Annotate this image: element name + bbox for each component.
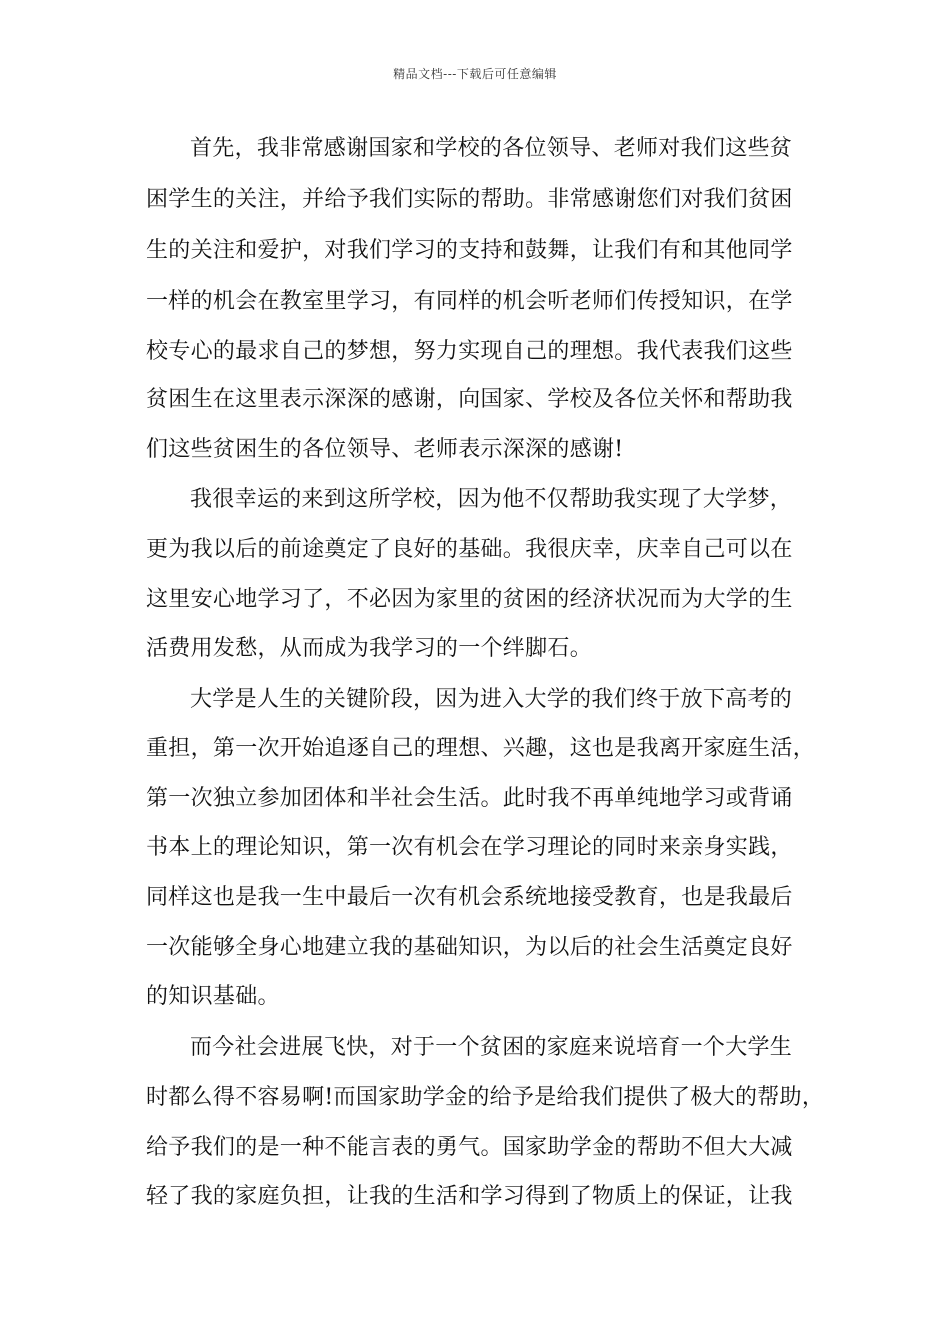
- paragraph-3-line-3: 第一次独立参加团体和半社会生活。此时我不再单纯地学习或背诵: [146, 786, 793, 811]
- paragraph-2-line-2: 更为我以后的前途奠定了良好的基础。我很庆幸，庆幸自己可以在: [146, 537, 793, 562]
- paragraph-2-line-3: 这里安心地学习了，不必因为家里的贫困的经济状况而为大学的生: [146, 587, 793, 612]
- paragraph-1-line-3: 生的关注和爱护，对我们学习的支持和鼓舞，让我们有和其他同学: [146, 238, 793, 263]
- paragraph-4-line-3: 给予我们的是一种不能言表的勇气。国家助学金的帮助不但大大减: [146, 1135, 793, 1160]
- paragraph-1-line-5: 校专心的最求自己的梦想，努力实现自己的理想。我代表我们这些: [146, 339, 793, 364]
- paragraph-1-line-1: 首先，我非常感谢国家和学校的各位领导、老师对我们这些贫: [190, 136, 793, 161]
- paragraph-3-line-5: 同样这也是我一生中最后一次有机会系统地接受教育，也是我最后: [146, 885, 793, 910]
- paragraph-3-line-1: 大学是人生的关键阶段，因为进入大学的我们终于放下高考的: [190, 687, 793, 712]
- paragraph-1-line-6: 贫困生在这里表示深深的感谢，向国家、学校及各位关怀和帮助我: [146, 387, 793, 412]
- paragraph-1-line-2: 困学生的关注，并给予我们实际的帮助。非常感谢您们对我们贫困: [146, 187, 793, 212]
- paragraph-3-line-2: 重担，第一次开始追逐自己的理想、兴趣，这也是我离开家庭生活，: [146, 736, 816, 761]
- paragraph-3-line-6: 一次能够全身心地建立我的基础知识，为以后的社会生活奠定良好: [146, 935, 793, 960]
- paragraph-1-line-7: 们这些贫困生的各位领导、老师表示深深的感谢!: [146, 437, 624, 462]
- paragraph-4-line-2: 时都么得不容易啊!而国家助学金的给予是给我们提供了极大的帮助，: [146, 1085, 825, 1110]
- paragraph-2-line-1: 我很幸运的来到这所学校，因为他不仅帮助我实现了大学梦，: [190, 487, 793, 512]
- paragraph-4-line-4: 轻了我的家庭负担，让我的生活和学习得到了物质上的保证，让我: [146, 1184, 793, 1209]
- paragraph-4-line-1: 而今社会进展飞快，对于一个贫困的家庭来说培育一个大学生: [190, 1035, 793, 1060]
- page-header: 精品文档---下载后可任意编辑: [393, 67, 557, 81]
- paragraph-3-line-7: 的知识基础。: [146, 984, 280, 1009]
- paragraph-1-line-4: 一样的机会在教室里学习，有同样的机会听老师们传授知识，在学: [146, 289, 793, 314]
- paragraph-2-line-4: 活费用发愁，从而成为我学习的一个绊脚石。: [146, 636, 593, 661]
- paragraph-3-line-4: 书本上的理论知识，第一次有机会在学习理论的同时来亲身实践，: [146, 835, 793, 860]
